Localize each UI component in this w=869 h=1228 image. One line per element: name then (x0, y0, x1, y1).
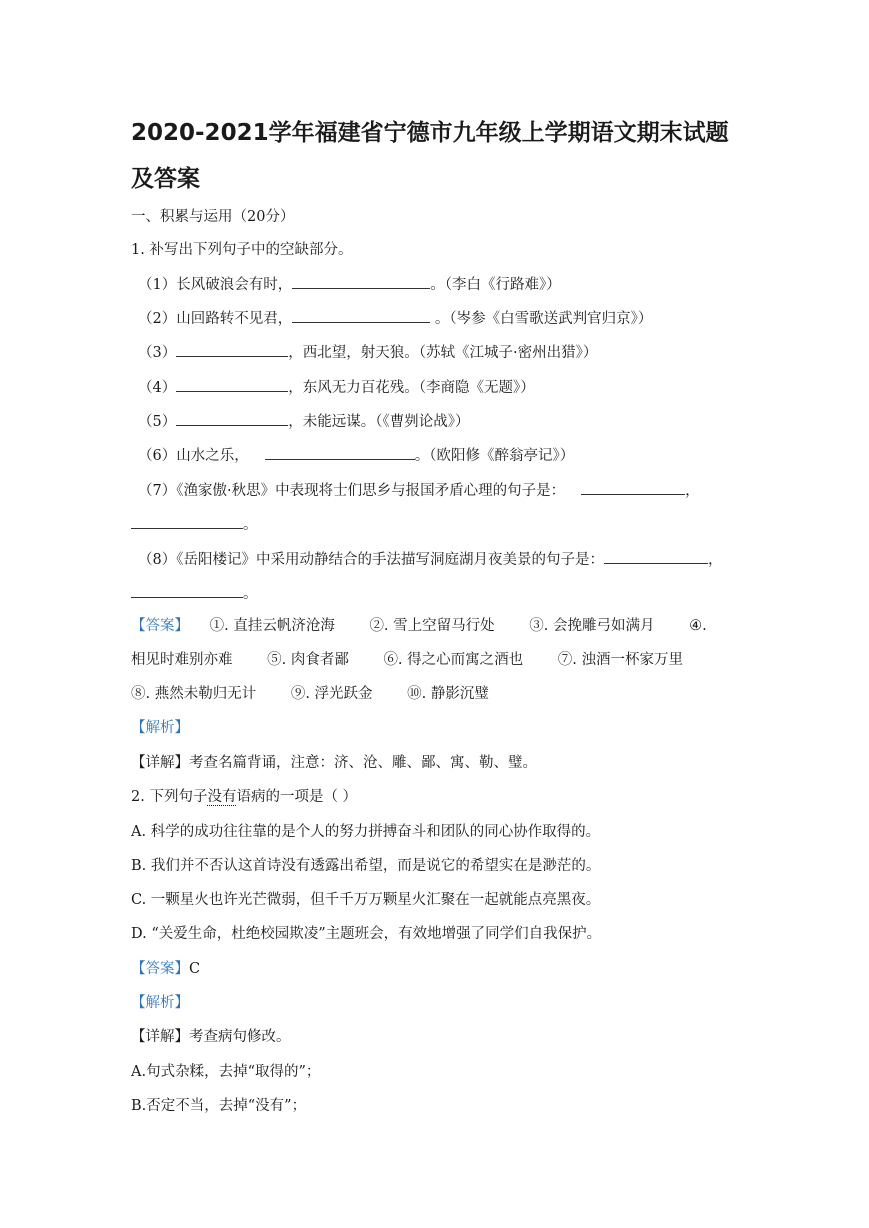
q2-answer (131, 957, 200, 978)
answer-blank (176, 377, 288, 392)
q2-detail: 【详解】考查病句修改。 (131, 1029, 291, 1045)
q2-option-b: B. 我们并不否认这首诗没有透露出希望，而是说它的希望实在是渺茫的。 (131, 858, 601, 874)
item-prefix: （5） (138, 414, 177, 430)
section-heading: 一、积累与运用（20分） (131, 209, 295, 225)
question-1-stem: 1. 补写出下列句子中的空缺部分。 (131, 242, 353, 258)
item-suffix: ，西北望，射天狼。（苏轼《江城子·密州出猎》） (288, 345, 598, 361)
q1-item-4 (138, 376, 535, 397)
page-title: 2020-2021学年福建省宁德市九年级上学期语文期末试题及答案 (131, 120, 729, 192)
answer-value: C (189, 961, 201, 977)
item-prefix: （2）山回路转不见君， (138, 311, 293, 327)
q1-analysis-label: 【解析】 (131, 720, 189, 736)
q2-note-a: A.句式杂糅，去掉“取得的”； (131, 1064, 321, 1080)
q2-note-b: B.否定不当，去掉“没有”； (131, 1098, 307, 1114)
item-prefix: （4） (138, 380, 177, 396)
q1-item-5 (138, 410, 469, 431)
answer-blank (131, 583, 243, 598)
stem-prefix: 2. 下列句子 (131, 789, 208, 805)
q2-option-a: A. 科学的成功往往靠的是个人的努力拼搏奋斗和团队的同心协作取得的。 (131, 824, 601, 840)
item-prefix: （1）长风破浪会有时， (138, 277, 293, 293)
answer-3: ③. 会挽雕弓如满月 (529, 618, 655, 634)
q1-answer-line-2 (131, 648, 683, 669)
item-separator: ， (685, 483, 700, 499)
answer-label: 【答案】 (131, 618, 189, 634)
answer-8: ⑧. 燕然未勒归无计 (131, 686, 257, 702)
item-prefix: （7）《渔家傲·秋思》中表现将士们思乡与报国矛盾心理的句子是： (138, 483, 566, 499)
item-prefix: （3） (138, 345, 177, 361)
q2-option-c: C. 一颗星火也许光芒微弱，但千千万万颗星火汇聚在一起就能点亮黑夜。 (131, 892, 601, 908)
q1-item-3 (138, 341, 597, 362)
answer-blank (265, 445, 415, 460)
item-suffix: 。（李白《行路难》） (430, 277, 561, 293)
item-suffix: ，未能远谋。（《曹刿论战》） (288, 414, 470, 430)
answer-4-number: ④. (689, 618, 707, 634)
item-prefix: （8）《岳阳楼记》中采用动静结合的手法描写洞庭湖月夜美景的句子是： (138, 552, 604, 568)
q1-item-2 (138, 307, 652, 328)
answer-6: ⑥. 得之心而寓之酒也 (383, 652, 524, 668)
answer-7: ⑦. 浊酒一杯家万里 (557, 652, 683, 668)
q1-answer-line-3 (131, 682, 489, 703)
answer-1: ①. 直挂云帆济沧海 (209, 618, 335, 634)
item-suffix: ，东风无力百花残。（李商隐《无题》） (288, 380, 535, 396)
q1-item-7 (138, 479, 700, 500)
q1-detail: 【详解】考查名篇背诵，注意：济、沧、雕、鄙、寓、勒、璧。 (131, 755, 537, 771)
item-suffix: 。 (243, 586, 258, 602)
item-suffix: 。（欧阳修《醉翁亭记》） (414, 448, 575, 464)
q1-answer-line-1 (131, 614, 707, 635)
q2-analysis-label: 【解析】 (131, 995, 189, 1011)
answer-10: ⑩. 静影沉璧 (407, 686, 489, 702)
answer-2: ②. 雪上空留马行处 (369, 618, 495, 634)
answer-blank (131, 514, 243, 529)
item-suffix: 。 (243, 517, 258, 533)
answer-9: ⑨. 浮光跃金 (290, 686, 373, 702)
q1-item-8 (138, 548, 722, 569)
question-2-stem (131, 785, 357, 806)
q2-option-d: D. “关爱生命，杜绝校园欺凌”主题班会，有效地增强了同学们自我保护。 (131, 926, 602, 942)
q1-item-1 (138, 273, 561, 294)
answer-4: 相见时难别亦难 (131, 652, 233, 668)
answer-5: ⑤. 肉食者鄙 (267, 652, 349, 668)
stem-emphasis: 没有 (207, 789, 237, 805)
q1-item-6 (138, 444, 574, 465)
item-prefix: （6）山水之乐， (138, 448, 249, 464)
answer-blank (581, 480, 685, 495)
q1-item-7-cont (131, 513, 258, 534)
stem-suffix: 语病的一项是（ ） (236, 789, 358, 805)
item-separator: ， (707, 552, 723, 568)
answer-label: 【答案】 (131, 961, 189, 977)
answer-blank (604, 549, 708, 564)
item-suffix: 。（岑参《白雪歌送武判官归京》） (430, 311, 653, 327)
answer-blank (176, 342, 288, 357)
answer-blank (176, 411, 288, 426)
answer-blank (292, 274, 430, 289)
answer-blank (292, 308, 430, 323)
q1-item-8-cont (131, 582, 258, 603)
